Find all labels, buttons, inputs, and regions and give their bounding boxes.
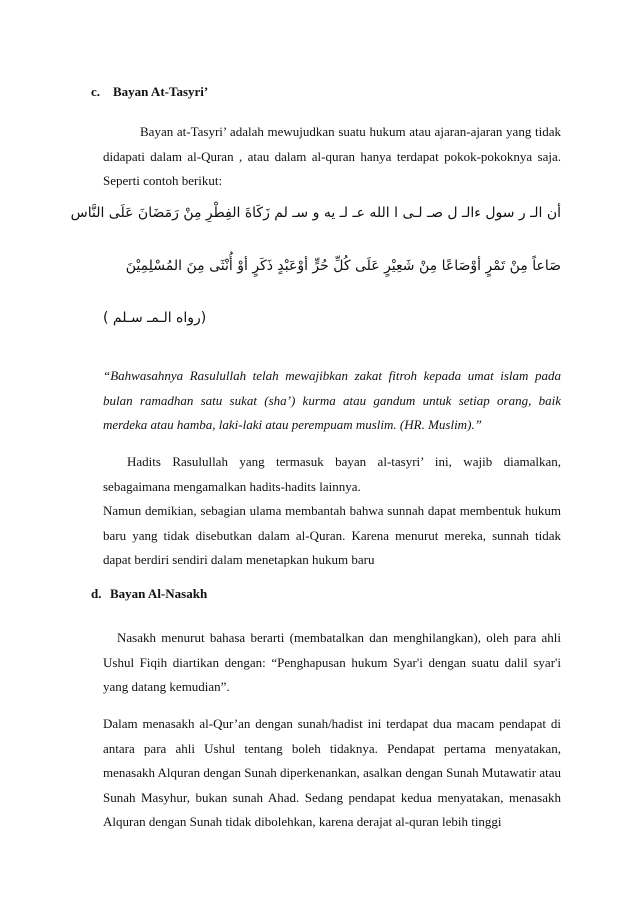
nasakh-paragraph-2: Dalam menasakh al-Qur’an dengan sunah/hadist ini terdapat dua macam pendapat di antara para ahli Ushul tentang boleh tidaknya. Pendapat pertama menyatakan, menasakh Alquran dengan Sunah diperkenankan, asalkan dengan Sunah Mutawatir atau Sunah Masyhur, bukan sunah Ahad. Sedang pendapat kedua menyatakan, menasakh Alquran dengan Sunah tidak dibolehkan, karena derajat al-quran lebih tinggi bbox=[103, 716, 561, 829]
intro-paragraph: Bayan at-Tasyri’ adalah mewujudkan suatu hukum atau ajaran-ajaran yang tidak didapati dalam al-Quran , atau dalam al-quran hanya terdapat pokok-pokoknya saja. Seperti contoh berikut: bbox=[103, 124, 561, 188]
section-c-body bbox=[103, 450, 561, 573]
nasakh-paragraph-1: Nasakh menurut bahasa berarti (membatalkan dan menghilangkan), oleh para ahli Ushul Fiqih diartikan dengan: “Penghapusan hukum Syar'i dengan suatu dalil syar'i yang datang kemudian”. bbox=[103, 630, 561, 694]
section-d-marker: d. bbox=[91, 586, 102, 601]
arabic-hadith-source: (رواه الـمـ سـلم ) bbox=[103, 310, 207, 326]
section-c-title: Bayan At-Tasyri’ bbox=[113, 84, 209, 99]
arabic-hadith-line-2: صَاعاً مِنْ تَمْرٍ أوْصَاعًا مِنْ شَعِيْرٍ عَلَى كُلِّ حُرٍّ أوْعَبْدٍ ذَكَرٍ أوْ أُنْثَى مِنَ المُسْلِمِيْنَ bbox=[125, 258, 561, 274]
tasyri-paragraph-2: Hadits Rasulullah yang termasuk bayan al-tasyri’ ini, wajib diamalkan, sebagaimana mengamalkan hadits-hadits lainnya. bbox=[103, 454, 561, 494]
section-d-title: Bayan Al-Nasakh bbox=[110, 586, 208, 601]
arabic-hadith-line-1: أن الـ ر سول ءالـ ل صـ لـى ا الله عـ لـ يه و سـ لم زَكَاةَ الفِطْرِ مِنْ رَمَضَانَ عَلَى النَّاس bbox=[70, 205, 561, 221]
tasyri-paragraph-3: Namun demikian, sebagian ulama membantah bahwa sunnah dapat membentuk hukum baru yang tidak disebutkan dalam al-Quran. Karena menurut mereka, sunnah tidak dapat berdiri sendiri dalam menetapkan hukum baru bbox=[103, 503, 561, 567]
nasakh-definition bbox=[103, 626, 561, 700]
section-c-intro bbox=[103, 120, 561, 194]
section-c-heading bbox=[91, 84, 208, 100]
nasakh-opinions bbox=[103, 712, 561, 835]
translation-text: “Bahwasahnya Rasulullah telah mewajibkan zakat fitroh kepada umat islam pada bulan ramadhan satu sukat (sha’) kurma atau gandum untuk setiap orang, baik merdeka atau hamba, laki-laki atau perempuam muslim. (HR. Muslim).” bbox=[103, 368, 561, 432]
hadith-translation bbox=[103, 364, 561, 438]
section-c-marker: c. bbox=[91, 84, 101, 99]
section-d-heading bbox=[91, 586, 207, 602]
